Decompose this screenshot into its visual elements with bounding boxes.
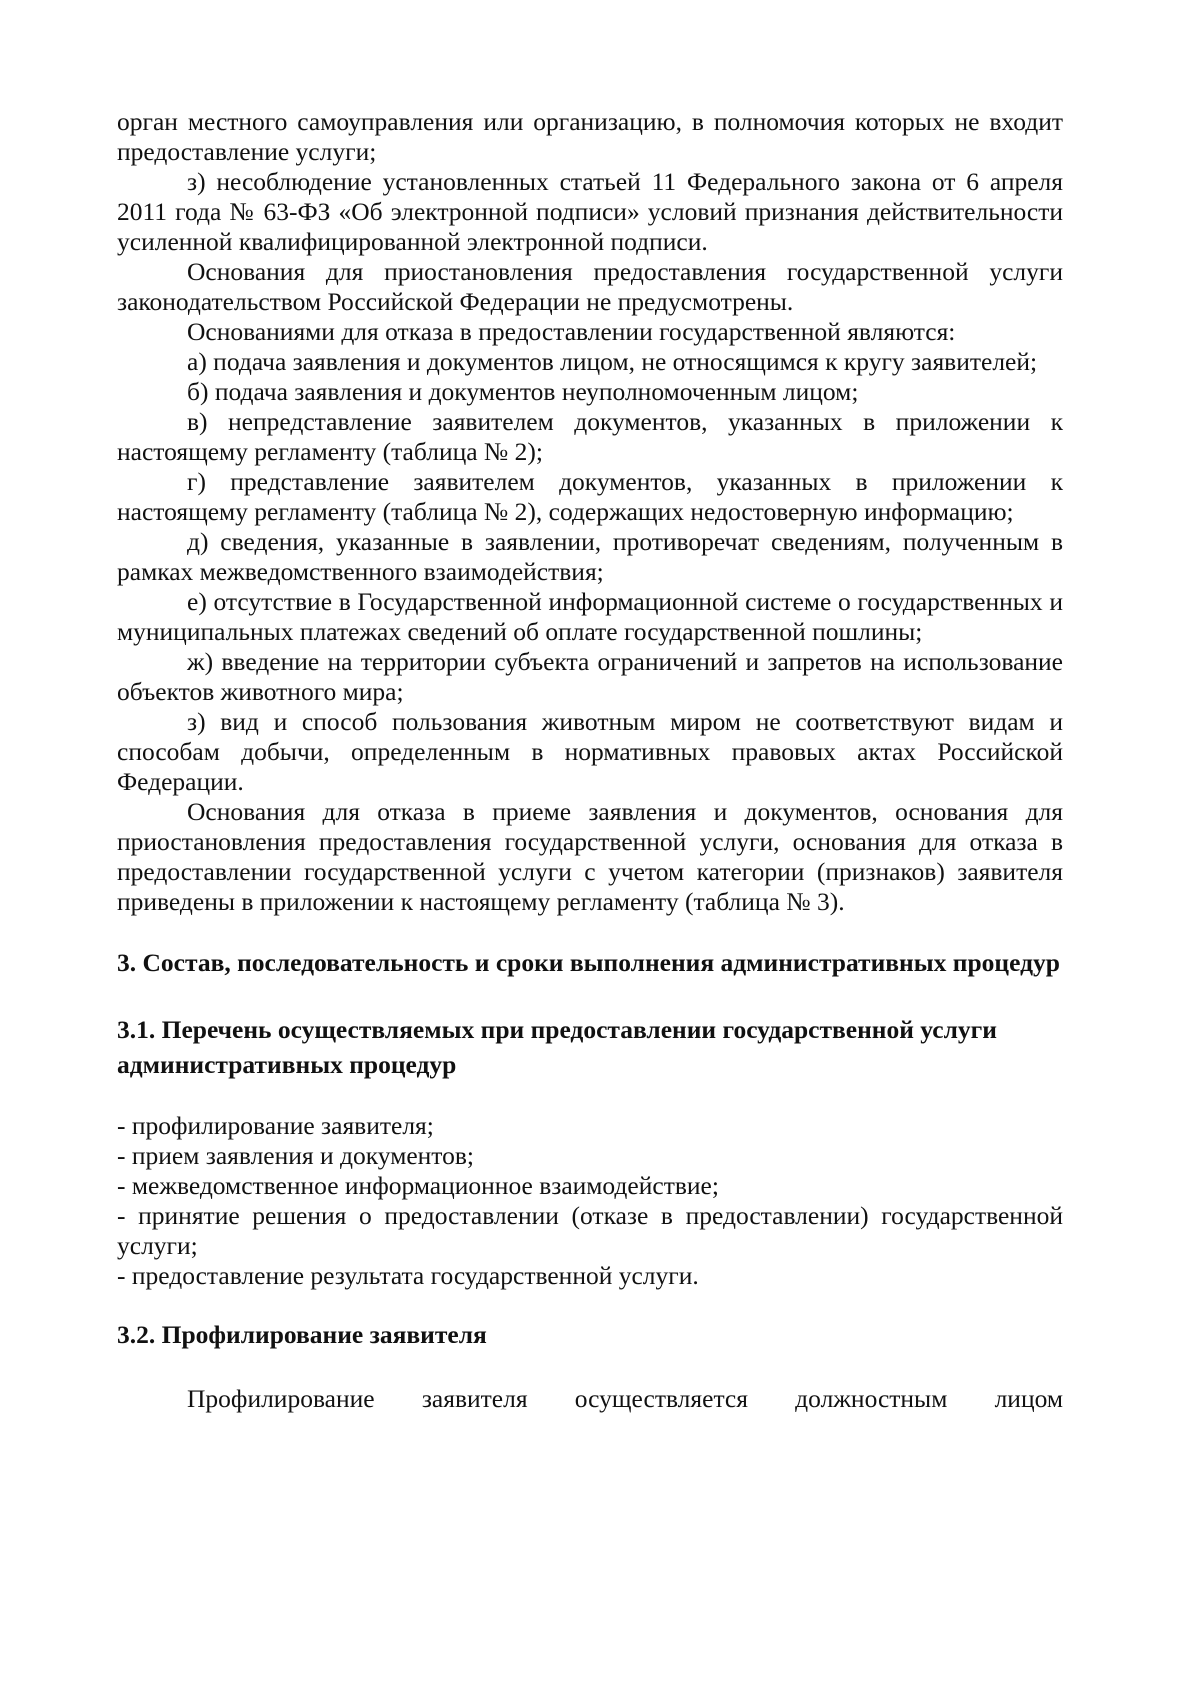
paragraph-profiling-start: Профилирование заявителя осуществляется должностным лицом <box>187 1384 1063 1413</box>
paragraph-item-a: а) подача заявления и документов лицом, не относящимся к кругу заявителей; <box>187 347 1038 376</box>
document-page <box>117 107 1063 1440</box>
list-item: - профилирование заявителя; <box>117 1111 434 1140</box>
paragraph-item-v: в) непредставление заявителем документов, указанных в приложении к настоящему регламенту (таблица № 2); <box>117 407 1063 466</box>
paragraph-item-zh: ж) введение на территории субъекта ограничений и запретов на использование объектов животного мира; <box>117 647 1063 706</box>
paragraph-suspension-grounds: Основания для приостановления предоставления государственной услуги законодательством Российской Федерации не предусмотрены. <box>117 257 1063 316</box>
section-heading-3-1: 3.1. Перечень осуществляемых при предоставлении государственной услуги административных процедур <box>117 1015 997 1079</box>
paragraph-item-b: б) подача заявления и документов неуполномоченным лицом; <box>187 377 859 406</box>
section-heading-3: 3. Состав, последовательность и сроки выполнения административных процедур <box>117 948 1060 977</box>
paragraph-grounds-summary: Основания для отказа в приеме заявления и документов, основания для приостановления предоставления государственной услуги, основания для отказа в предоставлении государственной услуги с учетом категории (признаков) заявителя приведены в приложении к настоящему регламенту (таблица № 3). <box>117 797 1063 916</box>
paragraph-item-d: д) сведения, указанные в заявлении, противоречат сведениям, полученным в рамках межведомственного взаимодействия; <box>117 527 1063 586</box>
list-item: - принятие решения о предоставлении (отказе в предоставлении) государственной услуги; <box>117 1201 1063 1260</box>
section-heading-3-2: 3.2. Профилирование заявителя <box>117 1320 487 1349</box>
paragraph-item-e: е) отсутствие в Государственной информационной системе о государственных и муниципальных платежах сведений об оплате государственной пошлины; <box>117 587 1063 646</box>
paragraph-refusal-grounds-intro: Основаниями для отказа в предоставлении государственной являются: <box>187 317 956 346</box>
list-item: - межведомственное информационное взаимодействие; <box>117 1171 719 1200</box>
procedure-list <box>117 1111 1063 1291</box>
list-item: - прием заявления и документов; <box>117 1141 474 1170</box>
paragraph-intro-continuation: орган местного самоуправления или организацию, в полномочия которых не входит предоставление услуги; <box>117 107 1063 166</box>
paragraph-item-z-signature: з) несоблюдение установленных статьей 11 Федерального закона от 6 апреля 2011 года № 63-ФЗ «Об электронной подписи» условий признания действительности усиленной квалифицированной электронной подписи. <box>117 167 1063 256</box>
list-item: - предоставление результата государственной услуги. <box>117 1261 699 1290</box>
paragraph-item-z-hunting: з) вид и способ пользования животным миром не соответствуют видам и способам добычи, определенным в нормативных правовых актах Российской Федерации. <box>117 707 1063 796</box>
paragraph-item-g: г) представление заявителем документов, указанных в приложении к настоящему регламенту (таблица № 2), содержащих недостоверную информацию; <box>117 467 1063 526</box>
